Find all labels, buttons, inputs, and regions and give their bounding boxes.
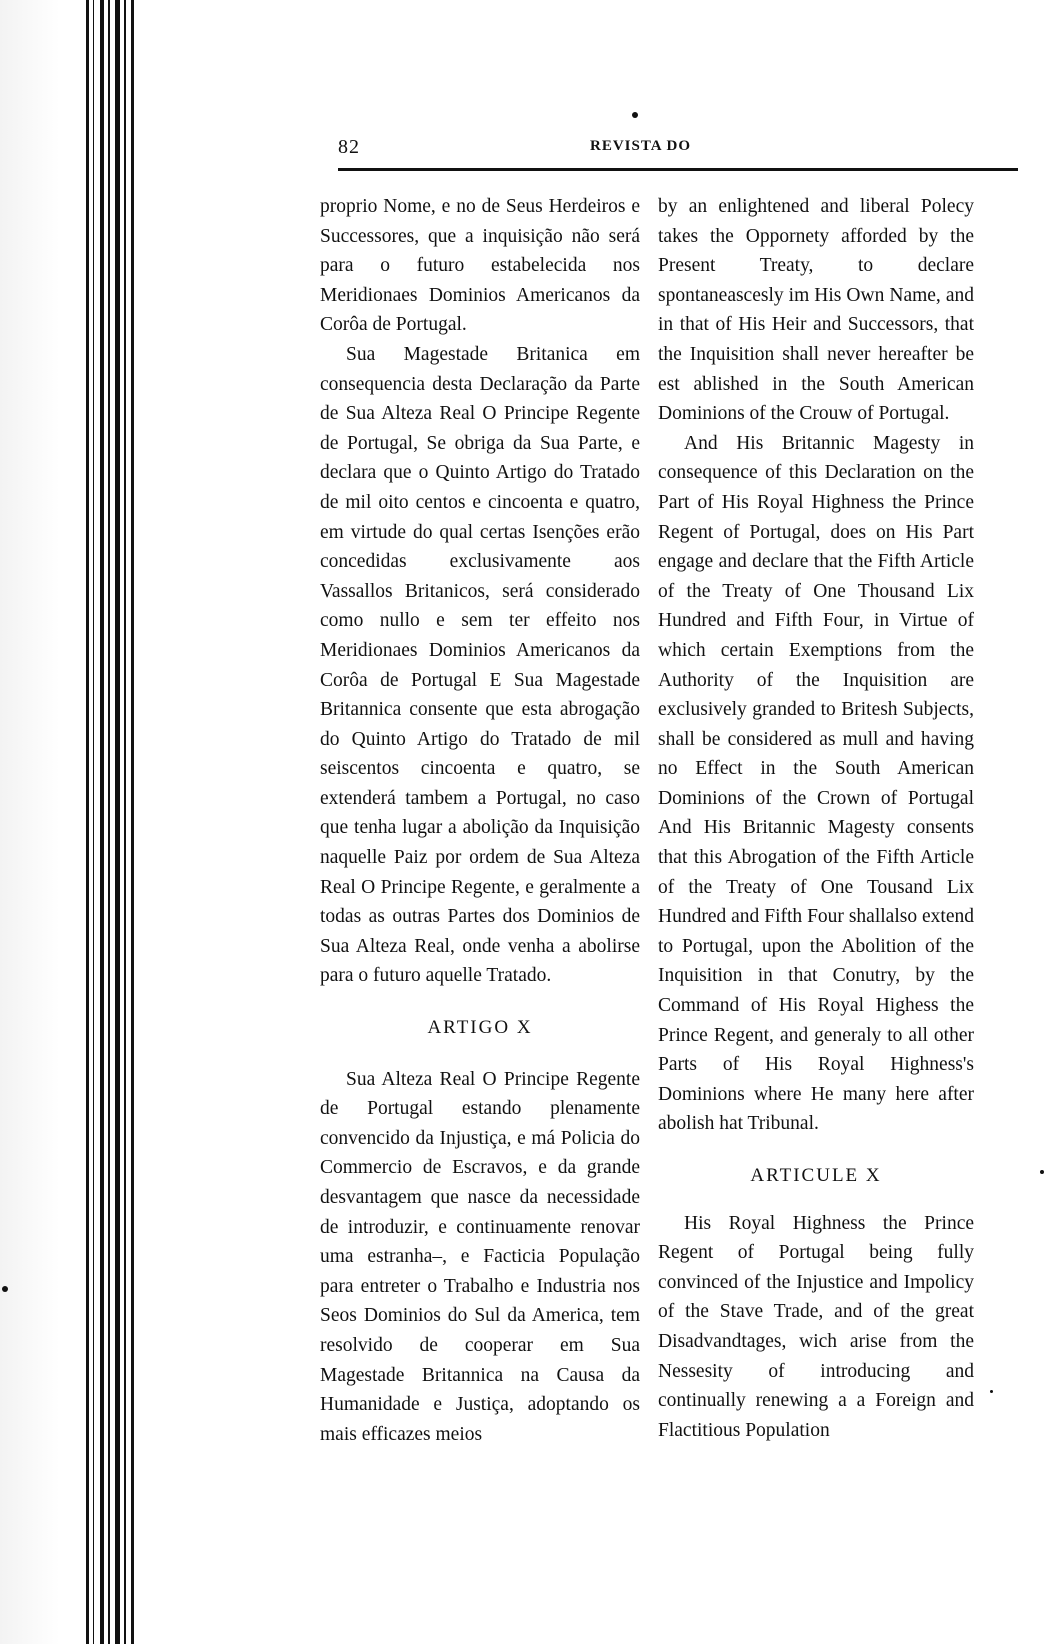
- paragraph: Sua Alteza Real O Principe Regente de Portugal estando plenamente convencido da Injustiça, e má Policia do Commercio de Escravos, e da grande desvantagem que nasce da necessidade de introduzir, e continuamente renovar uma estranha–, e Facticia População para entreter o Trabalho e Industria nos Seos Dominios do Sul da America, tem resolvido de cooperar em Sua Magestade Britannica na Causa da Humanidade e Justiça, adoptando os mais efficazes meios: [320, 1068, 640, 1445]
- binding-line: [124, 0, 126, 1644]
- english-column: [658, 192, 974, 1445]
- scan-speck: [990, 1390, 993, 1393]
- header-dot: [632, 112, 638, 118]
- binding-line: [93, 0, 94, 1644]
- paragraph: His Royal Highness the Prince Regent of Portugal being fully convinced of the Injustice and Impolicy of the Stave Trade, and of the great Disadvandtages, wich arise from the Nessesity of introducing and continually renewing a a Foreign and Flactitious Population: [658, 1212, 974, 1441]
- binding-line: [131, 0, 134, 1644]
- paragraph: Sua Magestade Britanica em consequencia desta Declaração da Parte de Sua Alteza Real O Principe Regente de Portugal, Se obriga da Sua Parte, e declara que o Quinto Artigo do Tratado de mil oito centos e cincoenta e quatro, em virtude do qual certas Isenções erão concedidas exclusivamente aos Vassallos Britanicos, será considerado como nullo e sem ter effeito nos Meridionaes Dominios Americanos da Corôa de Portugal E Sua Magestade Britannica consente que esta abrogação do Quinto Artigo do Tratado de mil seiscentos cincoenta e quatro, se extenderá tambem a Portugal, no caso que tenha lugar a abolição da Inquisição naquelle Paiz por ordem de Sua Alteza Real O Principe Regente, e geralmente a todas as outras Partes dos Dominios de Sua Alteza Real, onde venha a abolirse para o futuro aquelle Tratado.: [320, 343, 640, 987]
- article-heading: ARTICULE X: [750, 1165, 882, 1186]
- running-head: REVISTA DO: [590, 138, 691, 154]
- binding-line: [108, 0, 110, 1644]
- paragraph: by an enlightened and liberal Polecy takes the Oppornety afforded by the Present Treaty, to declare spontaneascesly im His Own Name, and in that of His Heir and Successors, that the Inquisition shall never hereafter be est ablished in the South American Dominions of the Crouw of Portugal.: [658, 196, 974, 425]
- header-rule: [338, 168, 1018, 171]
- binding-line: [115, 0, 120, 1644]
- scan-speck: [2, 1286, 8, 1292]
- book-binding-gutter: [0, 0, 150, 1644]
- page-number: 82: [338, 136, 360, 158]
- binding-line: [86, 0, 89, 1644]
- binding-line: [100, 0, 104, 1644]
- portuguese-column: [320, 192, 640, 1449]
- paragraph: And His Britannic Magesty in consequence of this Declaration on the Part of His Royal Highness the Prince Regent of Portugal, does on His Part engage and declare that the Fifth Article of the Treaty of One Thousand Lix Hundred and Fifth Four, in Virtue of which certain Exemptions from the Authority of the Inquisition are exclusively granded to Britesh Subjects, shall be considered as mull and having no Effect in the South American Dominions of the Crown of Portugal And His Britannic Magesty consents that this Abrogation of the Fifth Article of the Treaty of One Tousand Lix Hundred and Fifth Four shallalso extend to Portugal, upon the Abolition of the Inquisition in that Conutry, by the Command of His Royal Highess the Prince Regent, and generaly to all other Parts of His Royal Highness's Dominions where He many here after abolish hat Tribunal.: [658, 432, 974, 1135]
- article-heading: ARTIGO X: [427, 1017, 533, 1039]
- page-header: [338, 132, 1028, 166]
- scan-speck: [1040, 1170, 1044, 1174]
- paragraph: proprio Nome, e no de Seus Herdeiros e Successores, que a inquisição não será para o futuro estabelecida nos Meridionaes Dominios Americanos da Corôa de Portugal.: [320, 196, 640, 336]
